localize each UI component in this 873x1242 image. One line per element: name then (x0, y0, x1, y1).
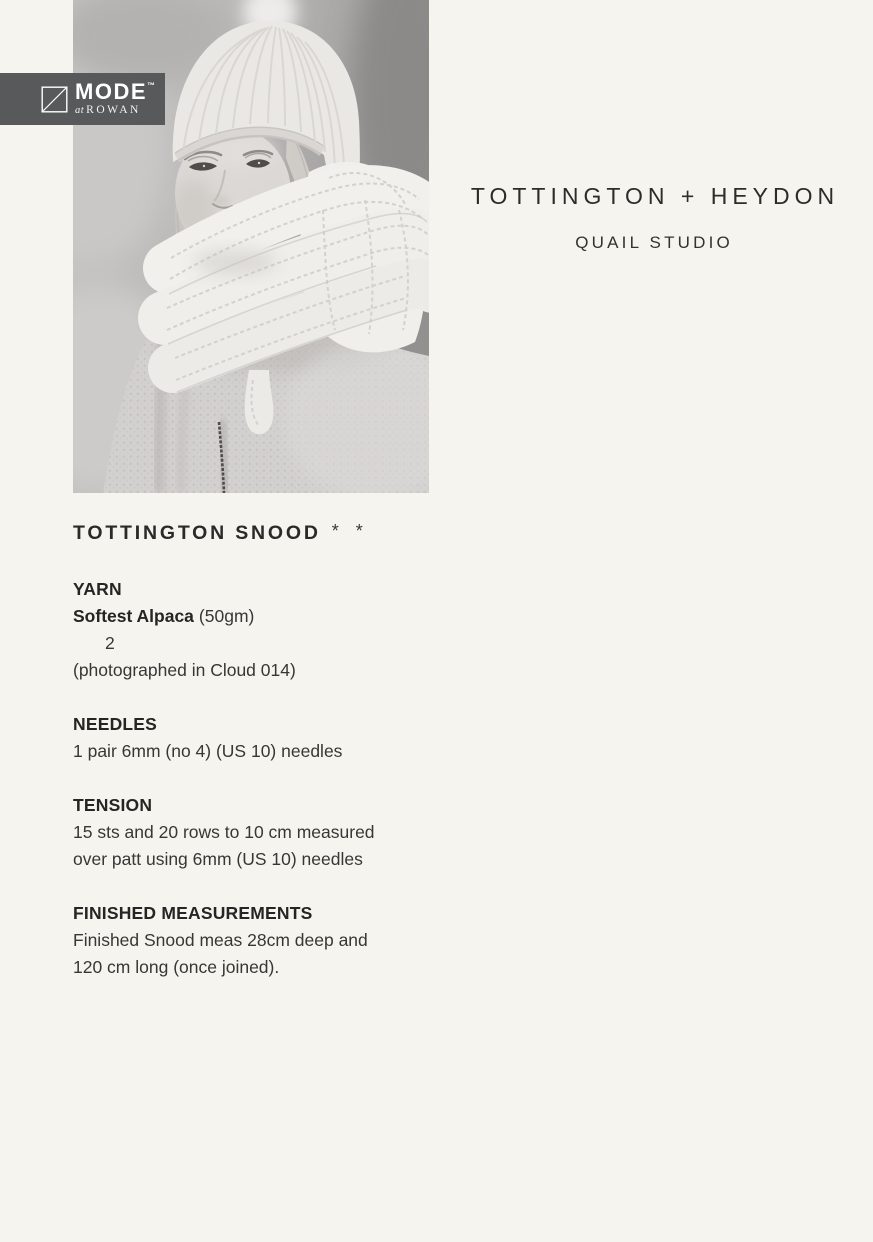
yarn-put-up: (50gm) (198, 606, 255, 627)
tension-line-1: 15 sts and 20 rows to 10 cm measured (73, 822, 375, 843)
brand-badge (0, 73, 165, 125)
yarn-quantity: 2 (105, 633, 115, 654)
finished-measurements-section (73, 900, 443, 981)
brand-subname: at ROWAN (75, 104, 141, 117)
difficulty-stars: * * (331, 521, 369, 541)
tension-line-2: over patt using 6mm (US 10) needles (73, 849, 363, 870)
yarn-section (73, 576, 443, 684)
pattern-name: TOTTINGTON SNOOD (73, 522, 321, 544)
tension-section (73, 792, 443, 873)
page-title: TOTTINGTON + HEYDON (470, 183, 840, 209)
brand-name: MODE™ (75, 79, 157, 105)
pattern-specs (73, 522, 443, 981)
needles-section-title: NEEDLES (73, 714, 158, 735)
brand-badge-text (75, 81, 157, 117)
yarn-line (73, 603, 443, 630)
finished-measurements-title: FINISHED MEASUREMENTS (73, 903, 313, 924)
tension-section-title: TENSION (73, 795, 153, 816)
mode-logo-icon (41, 86, 68, 113)
title-block (436, 184, 869, 253)
pattern-heading (73, 522, 443, 545)
finished-measurements-line-2: 120 cm long (once joined). (73, 957, 280, 978)
page-subtitle: QUAIL STUDIO (575, 233, 733, 253)
finished-measurements-line-1: Finished Snood meas 28cm deep and (73, 930, 368, 951)
yarn-note: (photographed in Cloud 014) (73, 660, 296, 681)
yarn-section-title: YARN (73, 579, 122, 600)
needles-section (73, 711, 443, 765)
needles-line: 1 pair 6mm (no 4) (US 10) needles (73, 741, 343, 762)
yarn-name: Softest Alpaca (73, 606, 194, 627)
trademark-symbol: ™ (147, 81, 157, 91)
